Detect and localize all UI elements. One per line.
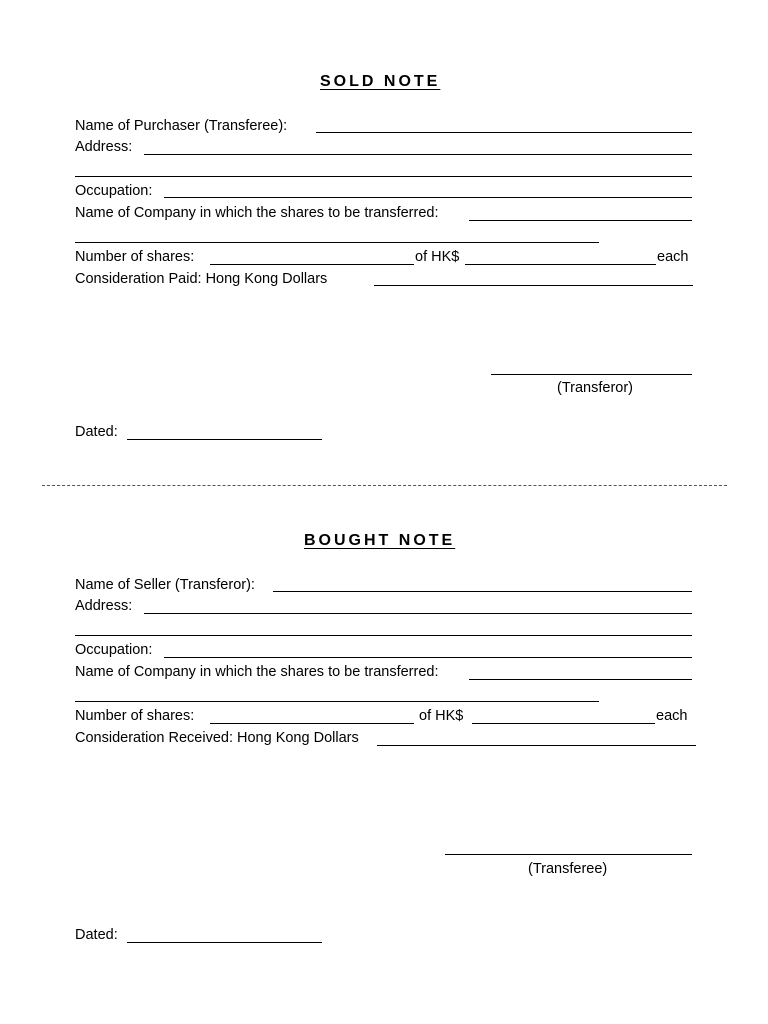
sold-shares-label: Number of shares:	[75, 249, 195, 265]
bought-address-field[interactable]	[144, 613, 692, 614]
bought-company-field[interactable]	[469, 679, 692, 680]
bought-shares-field[interactable]	[210, 723, 414, 724]
bought-occupation-field[interactable]	[164, 657, 692, 658]
seller-name-label: Name of Seller (Transferor):	[75, 577, 255, 593]
sold-consideration-label: Consideration Paid: Hong Kong Dollars	[75, 271, 328, 287]
sold-address-field-line-2[interactable]	[75, 176, 692, 177]
sold-company-label: Name of Company in which the shares to be transferred:	[75, 205, 439, 221]
bought-each-label: each	[656, 708, 688, 724]
sold-company-field-line-2[interactable]	[75, 242, 599, 243]
bought-occupation-label: Occupation:	[75, 642, 153, 658]
transferee-caption: (Transferee)	[528, 861, 608, 877]
sold-consideration-field[interactable]	[374, 285, 693, 286]
seller-name-field[interactable]	[273, 591, 692, 592]
bought-company-label: Name of Company in which the shares to be transferred:	[75, 664, 439, 680]
sold-occupation-label: Occupation:	[75, 183, 153, 199]
sold-note-title: SOLD NOTE	[320, 73, 441, 90]
bought-of-hk-label: of HK$	[419, 708, 464, 724]
transferor-caption: (Transferor)	[557, 380, 633, 396]
bought-dated-label: Dated:	[75, 927, 118, 943]
sold-dated-label: Dated:	[75, 424, 118, 440]
transferee-signature-line[interactable]	[445, 854, 692, 855]
sold-dated-field[interactable]	[127, 439, 322, 440]
bought-address-label: Address:	[75, 598, 133, 614]
sold-shares-field[interactable]	[210, 264, 414, 265]
bought-address-field-line-2[interactable]	[75, 635, 692, 636]
bought-par-value-field[interactable]	[472, 723, 655, 724]
purchaser-name-label: Name of Purchaser (Transferee):	[75, 118, 288, 134]
sold-address-label: Address:	[75, 139, 133, 155]
bought-dated-field[interactable]	[127, 942, 322, 943]
sold-par-value-field[interactable]	[465, 264, 656, 265]
sold-address-field[interactable]	[144, 154, 692, 155]
bought-consideration-field[interactable]	[377, 745, 696, 746]
transferor-signature-line[interactable]	[491, 374, 692, 375]
sold-each-label: each	[657, 249, 689, 265]
sold-of-hk-label: of HK$	[415, 249, 460, 265]
bought-consideration-label: Consideration Received: Hong Kong Dollars	[75, 730, 359, 746]
sold-occupation-field[interactable]	[164, 197, 692, 198]
cut-line-divider	[42, 485, 727, 486]
sold-company-field[interactable]	[469, 220, 692, 221]
purchaser-name-field[interactable]	[316, 132, 692, 133]
bought-note-title: BOUGHT NOTE	[304, 532, 456, 549]
bought-company-field-line-2[interactable]	[75, 701, 599, 702]
bought-shares-label: Number of shares:	[75, 708, 195, 724]
